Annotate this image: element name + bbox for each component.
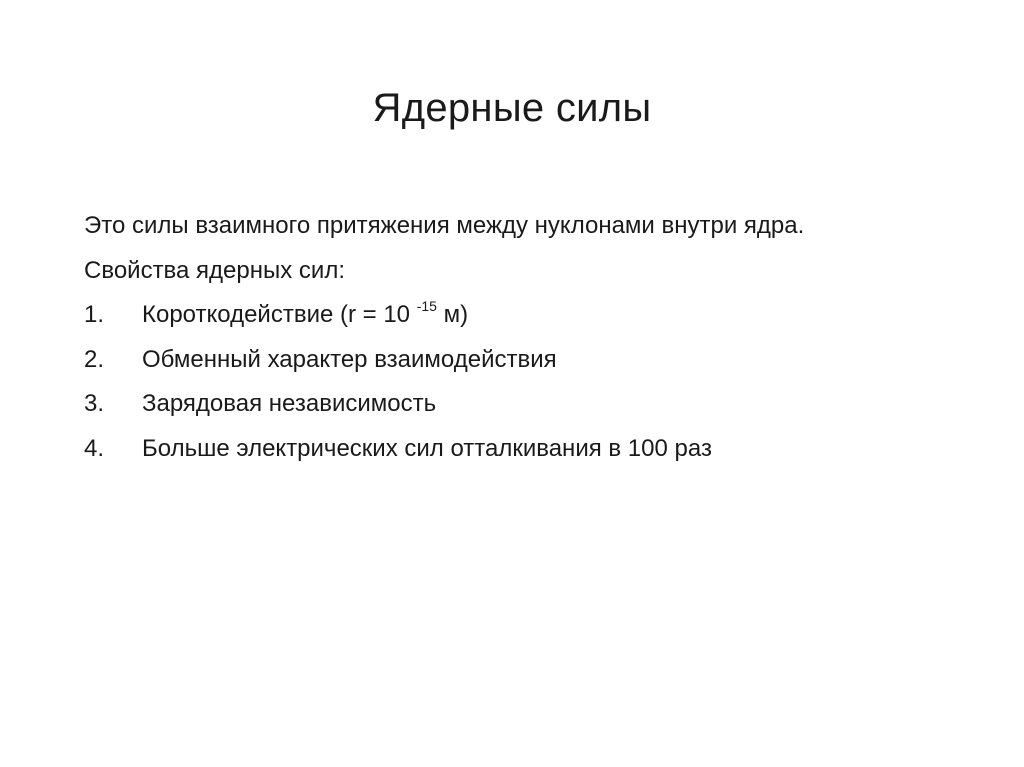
- list-item-text: Больше электрических сил отталкивания в 100 раз: [142, 434, 712, 462]
- slide-title: Ядерные силы: [372, 86, 652, 130]
- list-item: [84, 382, 964, 427]
- list-item-text: Зарядовая независимость: [142, 390, 437, 417]
- list-item-number: 2.: [84, 345, 105, 373]
- slide-body: [84, 204, 964, 471]
- list-item-text: [142, 293, 468, 338]
- list-item-number: 1.: [84, 301, 105, 328]
- exponent-superscript: -15: [416, 298, 437, 314]
- intro-text: Это силы взаимного притяжения между нуклонами внутри ядра.: [84, 212, 805, 239]
- list-item-text-after: м): [436, 301, 469, 328]
- list-item-text-before: Короткодействие (r = 10: [142, 301, 417, 328]
- properties-heading: Свойства ядерных сил:: [84, 256, 345, 284]
- list-item: [84, 338, 964, 383]
- list-item-number: 3.: [84, 390, 105, 417]
- list-item-number: 4.: [84, 434, 105, 462]
- list-item: [84, 293, 964, 338]
- list-item-text: Обменный характер взаимодействия: [142, 345, 557, 373]
- list-item: [84, 427, 964, 472]
